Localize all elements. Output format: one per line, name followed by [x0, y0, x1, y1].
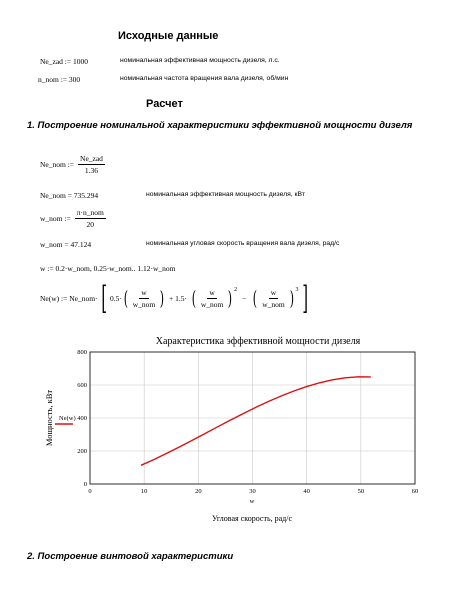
right-bracket: ] — [301, 279, 308, 317]
ne-nom-denominator: 1.36 — [84, 166, 99, 175]
paren-open-1: ( — [123, 286, 128, 310]
w-nom-definition[interactable] — [40, 208, 107, 229]
left-bracket: [ — [100, 279, 107, 317]
ratio-denominator: w_nom — [200, 299, 224, 309]
y-axis-label: Мощность, кВт — [44, 389, 54, 447]
ratio-fraction-2 — [199, 288, 226, 309]
w-nom-lhs: w_nom := — [40, 214, 71, 223]
w-nom-fraction — [75, 208, 106, 229]
chart-grid — [90, 352, 415, 484]
ne-function-definition[interactable] — [40, 279, 311, 317]
w-nom-result[interactable]: w_nom = 47.124 — [40, 240, 92, 249]
ne-nom-numerator: Ne_zad — [80, 154, 103, 163]
ne-nom-definition[interactable] — [40, 154, 106, 175]
ratio-numerator: w — [209, 287, 215, 297]
exponent-3: 3 — [295, 287, 299, 293]
legend-series-label: Ne(w) — [59, 415, 76, 422]
x-tick-label: 10 — [140, 488, 148, 495]
chart-ticks — [77, 349, 418, 495]
ne-zad-description: номинальная эффективная мощность дизеля, л.с. — [120, 57, 280, 64]
y-tick-label: 600 — [77, 382, 87, 389]
paren-close-1: ) — [159, 286, 165, 310]
paren-close-2: ) — [228, 286, 233, 310]
ratio-denominator: w_nom — [262, 299, 285, 309]
x-tick-label: 40 — [303, 488, 310, 495]
ratio-numerator: w — [141, 287, 147, 297]
ratio-fraction-3 — [260, 288, 287, 309]
exponent-2: 2 — [234, 287, 238, 293]
ne-nom-lhs: Ne_nom := — [40, 160, 75, 169]
chart-title: Характеристика эффективной мощности дизеля — [155, 336, 361, 347]
x-axis-label: Угловая скорость, рад/с — [211, 514, 293, 523]
ne-nom-fraction — [78, 154, 105, 175]
w-nom-numerator: π·n_nom — [76, 208, 104, 217]
x-variable-label: w — [249, 498, 255, 505]
w-nom-description: номинальная угловая скорость вращения вала дизеля, рад/с — [146, 240, 340, 247]
y-tick-label: 400 — [77, 415, 87, 422]
series-ne-line — [141, 377, 371, 465]
y-tick-label: 200 — [77, 448, 87, 455]
initial-data-heading: Исходные данные — [118, 30, 219, 42]
ratio-fraction-1 — [131, 288, 158, 309]
power-chart[interactable] — [0, 328, 469, 528]
ratio-denominator: w_nom — [132, 299, 156, 309]
y-tick-label: 0 — [83, 481, 87, 488]
y-tick-label: 800 — [77, 349, 87, 356]
ratio-numerator: w — [270, 287, 277, 297]
section-2-heading: 2. Построение винтовой характеристики — [27, 551, 234, 562]
x-tick-label: 20 — [195, 488, 202, 495]
ne-function-minus: − — [242, 293, 247, 303]
ne-nom-result[interactable]: Ne_nom = 735.294 — [40, 191, 99, 200]
x-tick-label: 0 — [88, 488, 92, 495]
paren-close-3: ) — [289, 286, 294, 310]
calc-heading: Расчет — [146, 98, 183, 110]
paren-open-2: ( — [191, 286, 197, 310]
x-tick-label: 50 — [357, 488, 365, 495]
x-tick-label: 60 — [411, 488, 419, 495]
paren-open-3: ( — [253, 286, 258, 310]
w-nom-denominator: 20 — [86, 220, 95, 229]
ne-function-coef1: 0.5· — [110, 293, 122, 303]
w-range-definition[interactable]: w := 0.2·w_nom, 0.25·w_nom.. 1.12·w_nom — [40, 264, 176, 273]
ne-nom-description: номинальная эффективная мощность дизеля, кВт — [146, 191, 305, 198]
ne-zad-expression[interactable]: Ne_zad := 1000 — [40, 57, 88, 66]
ne-function-plus-term: + 1.5· — [169, 293, 188, 303]
section-1-heading: 1. Построение номинальной характеристики эффективной мощности дизеля — [27, 120, 413, 131]
ne-function-lhs: Ne(w) := Ne_nom· — [40, 293, 98, 303]
x-tick-label: 30 — [249, 488, 256, 495]
n-nom-expression[interactable]: n_nom := 300 — [38, 75, 81, 84]
n-nom-description: номинальная частота вращения вала дизеля, об/мин — [120, 75, 289, 82]
